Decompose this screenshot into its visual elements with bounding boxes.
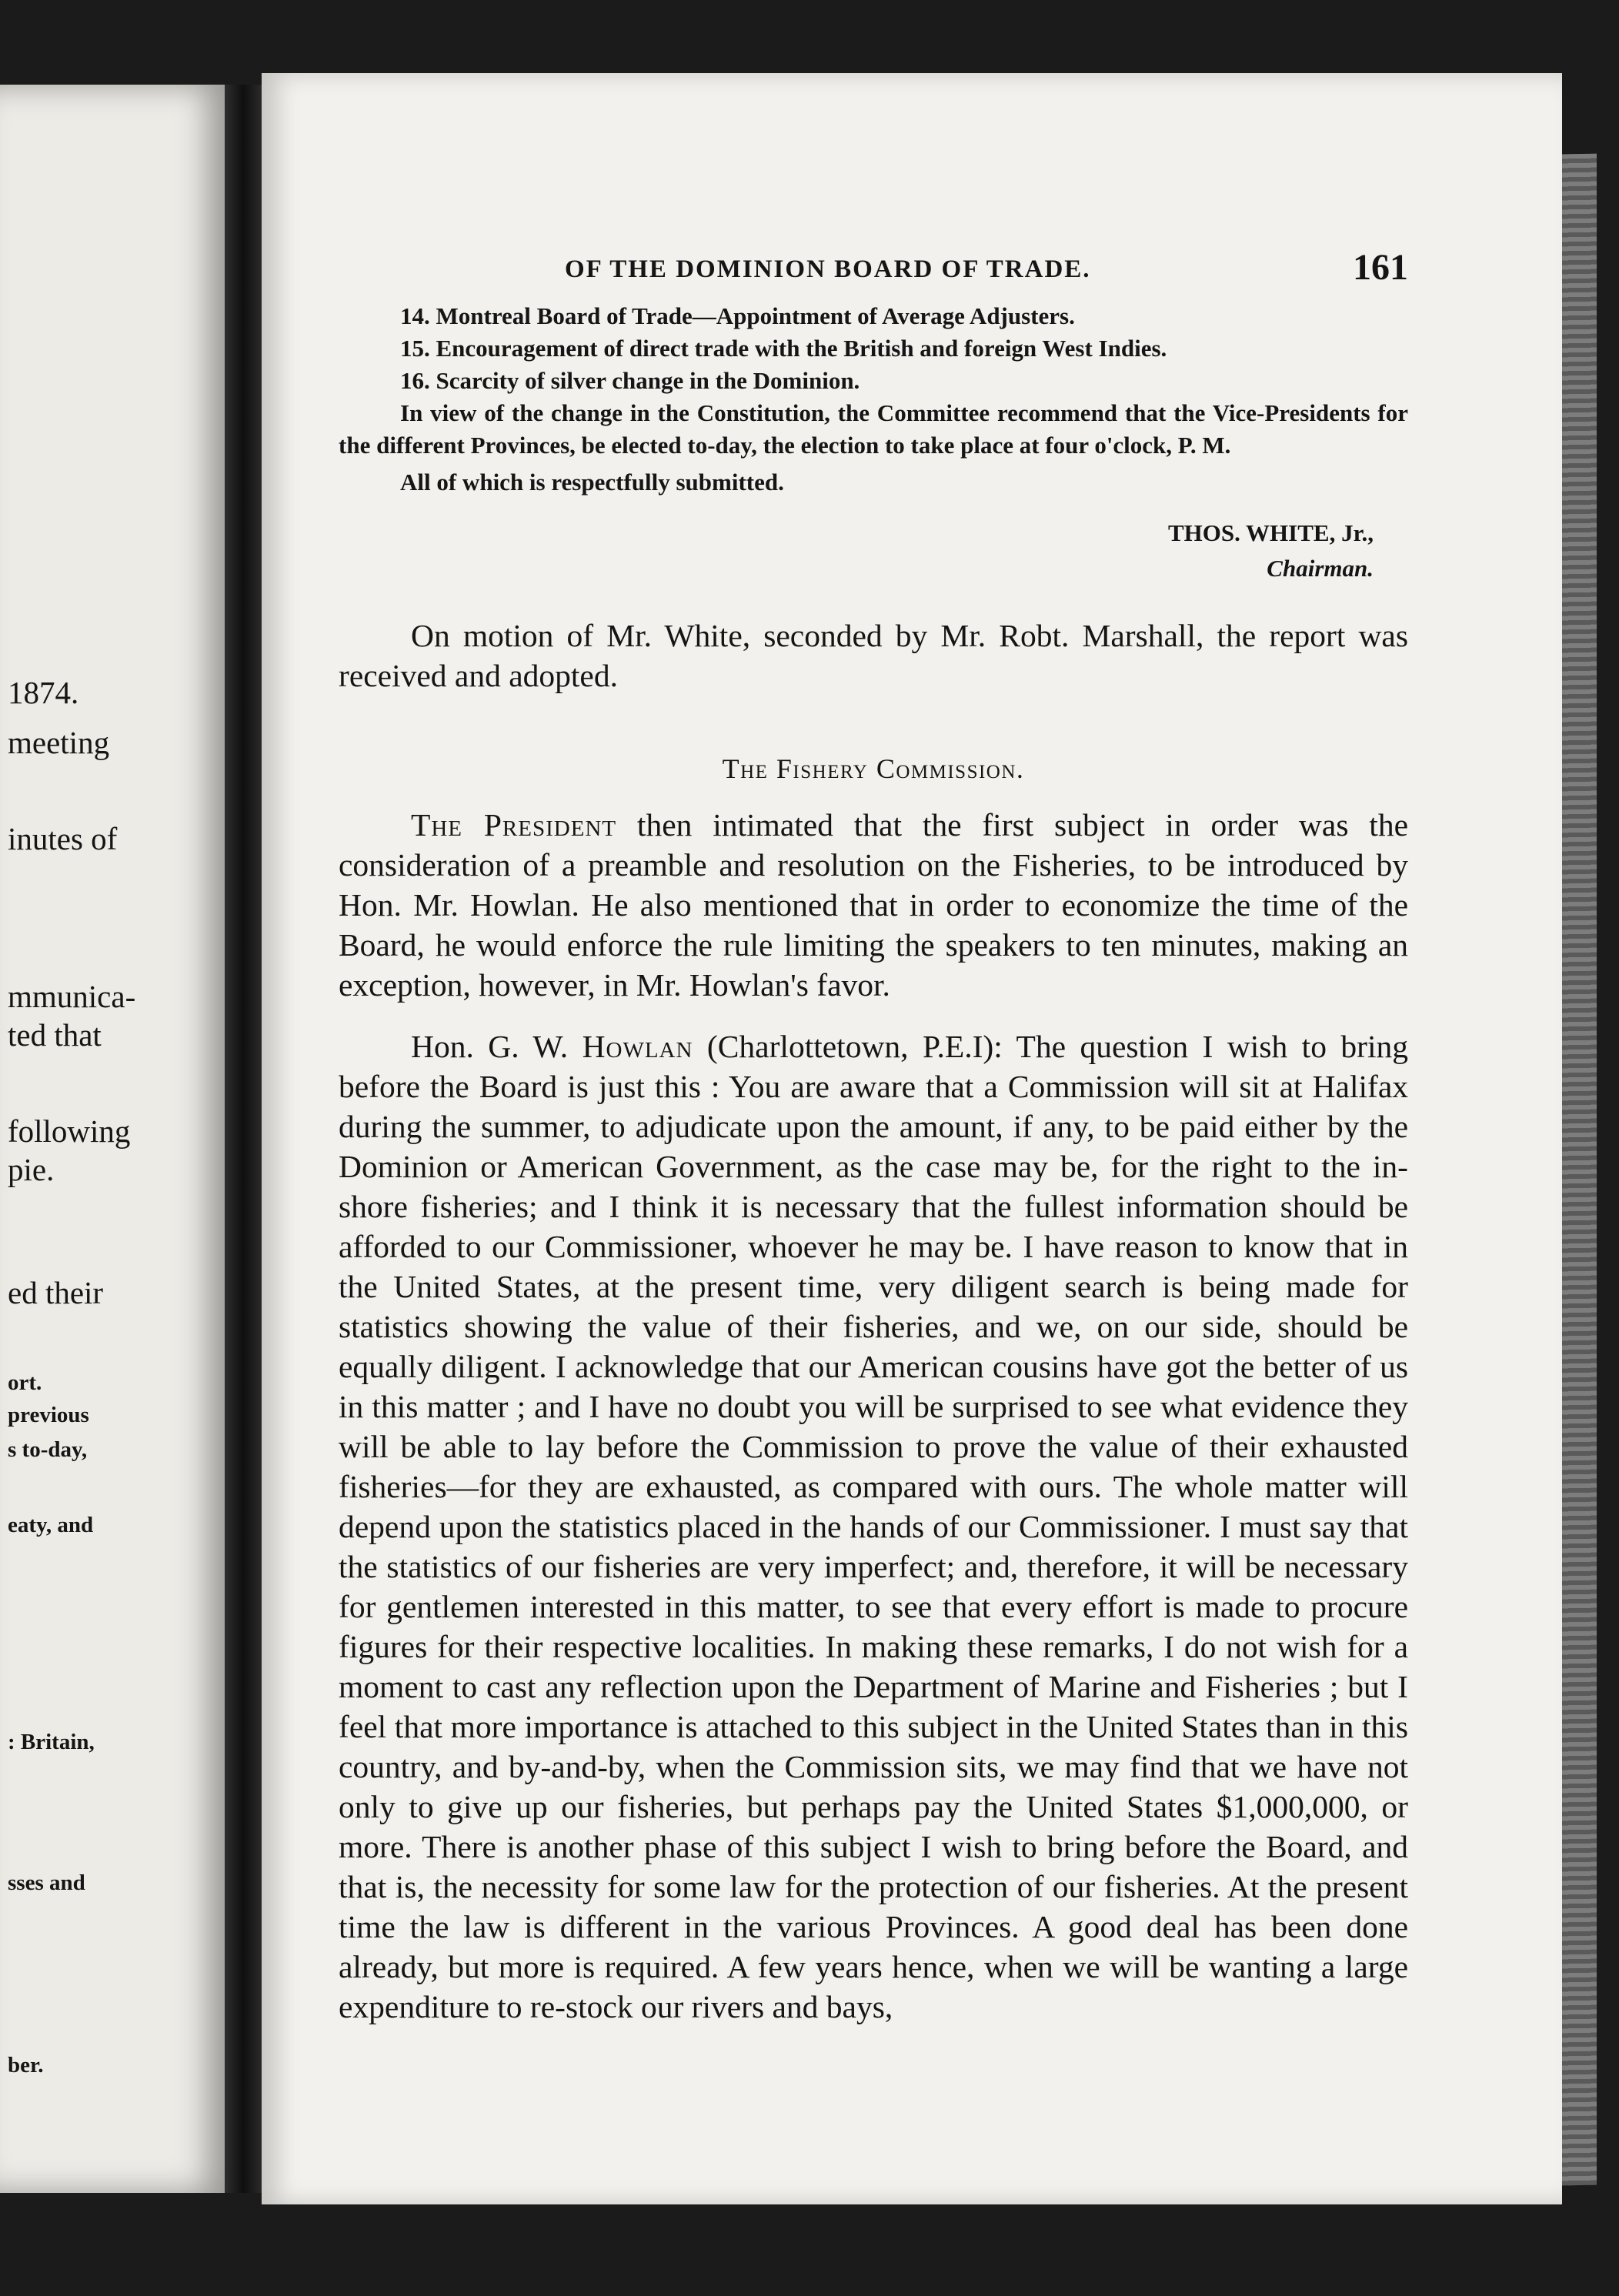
signatory-name: THOS. WHITE, Jr., (1167, 519, 1374, 546)
signature-block (339, 517, 1374, 585)
running-title: OF THE DOMINION BOARD OF TRADE. (565, 255, 1091, 283)
page-content (339, 246, 1408, 2027)
facing-page-fragment: following (8, 1113, 131, 1149)
facing-page-fragment: sses and (8, 1871, 85, 1895)
report-recommendation: In view of the change in the Constitution, the Committee recommend that the Vice-Presidents for the different Provinces, be elected to-day, the election to take place at four o'clock, P. M. (339, 399, 1408, 459)
report-item: 15. Encouragement of direct trade with the British and foreign West Indies. (400, 335, 1167, 362)
facing-page-fragment: previous (8, 1403, 89, 1427)
facing-page-fragment: eaty, and (8, 1513, 94, 1537)
paragraph-text: The question I wish to bring before the Board is just this : You are aware that a Commission will sit at Halifax during the summer, to adjudicate upon the amount, if any, to be paid either by the Dominion or American Government, as the case may be, for the right to the in-shore fisheries; and I think it is necessary that the fullest information should be afforded to our Commissioner, whoever he may be. I have reason to know that in the United States, at the present time, very diligent search is being made for statistics showing the value of their fisheries, and we, on our side, should be equally diligent. I acknowledge that our American cousins have got the better of us in this matter ; and I have no doubt you will be surprised to see what evidence they will be able to lay before the Commission to prove the value of their exhausted fisheries—for they are exhausted, as compared with ours. The whole matter will depend upon the statistics placed in the hands of our Commissioner. I must say that the statistics of our fisheries are very imperfect; and, therefore, it will be necessary for gentlemen interested in this matter, to see that every effort is made to procure figures for their respective localities. In making these remarks, I do not wish for a moment to cast any reflection upon the Department of Marine and Fisheries ; but I feel that more importance is attached to this subject in the United States than in this country, and by-and-by, when the Commission sits, we may find that we have not only to give up our fisheries, but perhaps pay the United States $1,000,000, or more. There is another phase of this subject I wish to bring before the Board, and that is, the necessity for some law for the protection of our fisheries. At the present time the law is different in the various Provinces. A good deal has been done already, but more is required. A few years hence, when we will be wanting a large expenditure to re-stock our rivers and bays, (339, 1029, 1409, 2024)
facing-page-fragment: meeting (8, 725, 110, 760)
speaker-prefix: Hon. G. W. (411, 1029, 569, 1064)
running-head (339, 246, 1408, 300)
section-heading: The Fishery Commission. (722, 753, 1025, 784)
committee-report (339, 300, 1408, 585)
speaker-name: Howlan (582, 1029, 693, 1064)
page-edge (1562, 154, 1597, 2186)
facing-page-fragment: ed their (8, 1275, 104, 1310)
speaker-affiliation: (Charlottetown, P.E.I): (706, 1029, 1003, 1064)
motion-paragraph: On motion of Mr. White, seconded by Mr. Robt. Marshall, the report was received and adopted. (339, 618, 1408, 693)
president-paragraph (339, 805, 1408, 1005)
paragraph-text: then intimated that the first subject in order was the consideration of a preamble and resolution on the Fisheries, to be introduced by Hon. Mr. Howlan. He also mentioned that in order to economize the time of the Board, he would enforce the rule limiting the speakers to ten minutes, making an exception, however, in Mr. Howlan's favor. (339, 807, 1408, 1003)
facing-page-fragment: mmunica- (8, 979, 136, 1014)
report-closing: All of which is respectfully submitted. (400, 469, 784, 496)
facing-page (0, 85, 231, 2193)
facing-page-fragment: ort. (8, 1370, 42, 1395)
facing-page-fragment: pie. (8, 1152, 55, 1187)
signatory-role: Chairman. (1267, 555, 1374, 582)
facing-page-fragment: 1874. (8, 675, 79, 710)
facing-page-fragment: inutes of (8, 821, 118, 856)
speech-paragraph (339, 1026, 1408, 2027)
facing-page-fragment: ber. (8, 2053, 44, 2077)
report-item: 14. Montreal Board of Trade—Appointment of Average Adjusters. (400, 302, 1075, 329)
facing-page-fragment: s to-day, (8, 1437, 88, 1462)
speaker-name: The President (411, 807, 617, 843)
facing-page-fragment: ted that (8, 1017, 102, 1053)
page-number: 161 (1353, 247, 1408, 288)
report-item: 16. Scarcity of silver change in the Dominion. (400, 367, 860, 394)
facing-page-fragment: : Britain, (8, 1730, 95, 1754)
book-gutter (225, 85, 262, 2193)
